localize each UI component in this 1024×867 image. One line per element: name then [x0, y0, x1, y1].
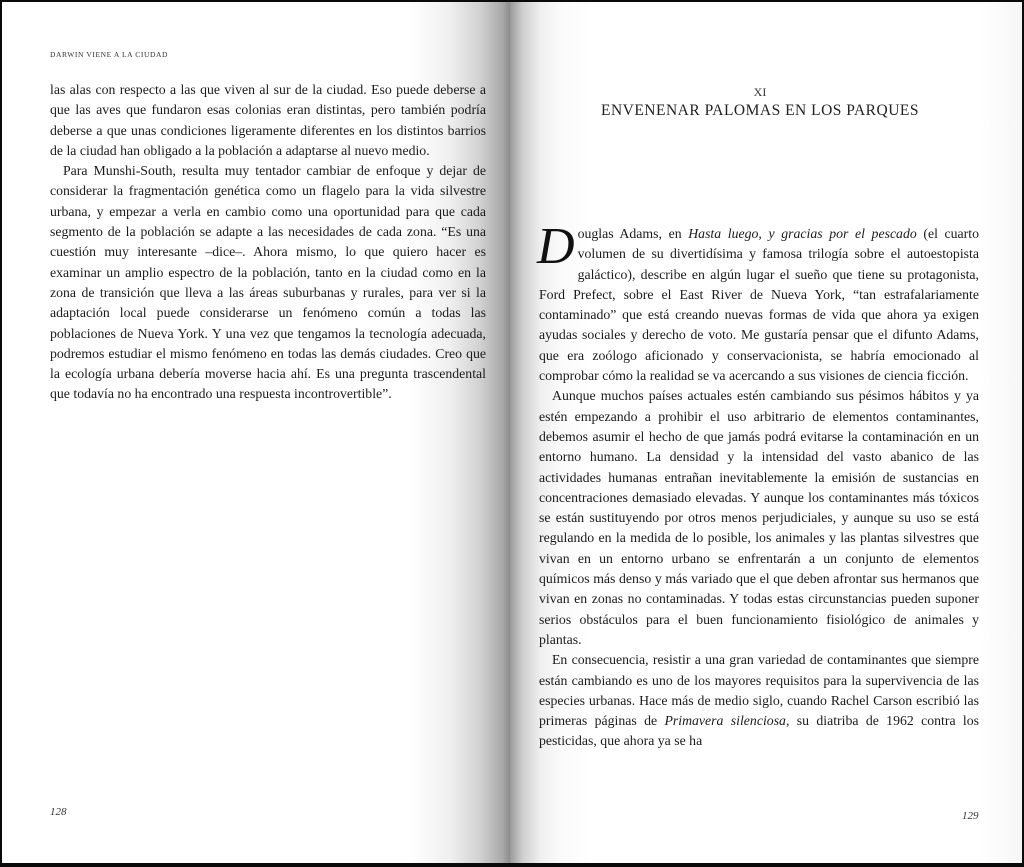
paragraph: las alas con respecto a las que viven al sur de la ciudad. Eso puede deberse a que las aves que fundaron esas colonias eran distintas, pero también podría deberse a que unas condiciones ligeramente diferentes en los distintos barrios de la ciudad han obligado a la población a adaptarse al nuevo medio. — [50, 82, 486, 158]
paragraph: Aunque muchos países actuales estén cambiando sus pésimos hábitos y ya estén empezando a prohibir el uso arbitrario de elementos contaminantes, debemos asumir el hecho de que jamás podrá evitarse la contaminación en un entorno humano. La densidad y la intensidad del vasto abanico de las actividades humanas entrañan inevitablemente la emisión de sustancias en concentraciones demasiado elevadas. Y aunque los contaminantes más tóxicos se están sustituyendo por otros menos perjudiciales, y aunque su uso se está regulando en la medida de lo posible, los animales y las plantas silvestres que vivan en un entorno urbano se enfrentarán a un conjunto de elementos químicos más denso y más variado que el que deben afrontar sus hermanos que vivan en zonas no contaminadas. Y todas estas circunstancias pueden suponer serios obstáculos para el buen funcionamiento fisiológico de animales y plantas. — [539, 388, 979, 647]
right-page — [510, 2, 1022, 863]
paragraph-text: ouglas Adams, en — [577, 226, 689, 241]
running-head: DARWIN VIENE A LA CIUDAD — [50, 50, 169, 59]
chapter-title: ENVENENAR PALOMAS EN LOS PARQUES — [600, 102, 919, 119]
paragraph: Para Munshi-South, resulta muy tentador cambiar de enfoque y dejar de considerar la fragmentación genética como un flagelo para la vida silvestre urbana, y empezar a verla en cambio como una oportunidad para que cada segmento de la población se adapte a las necesidades de cada zona. “Es una cuestión muy interesante –dice–. Ahora mismo, lo que quiero hacer es examinar un amplio espectro de la población, tanto en la ciudad como en la zona de transición que lleva a las áreas suburbanas y rurales, para ver si la adaptación local puede considerarse un fenómeno común a todas las poblaciones de Nueva York. Y una vez que tengamos la tecnología adecuada, podremos estudiar el mismo fenómeno en todas las demás ciudades. Creo que la ecología urbana debería moverse hacia ahí. Es una pregunta trascendental que todavía no ha encontrado una respuesta incontrovertible”. — [50, 163, 486, 402]
left-page — [2, 2, 510, 863]
page-number: 129 — [962, 810, 979, 822]
drop-cap: D — [537, 218, 575, 275]
paragraph-text: (el cuarto volumen de su divertidísima y famosa trilogía sobre el autoestopista galáctico), describe en algún lugar el sueño que tiene su protagonista, Ford Prefect, sobre el East River de Nueva York, “tan estrafalariamente contaminado” que está creando nuevas formas de vida que ahora ya exigen ayudas sociales y derecho de voto. Me gustaría pensar que el difunto Adams, que era zoólogo aficionado y conservacionista, se habría emocionado al comprobar cómo la realidad se va acercando a sus visiones de ciencia ficción. — [539, 226, 980, 384]
paragraph-text: En consecuencia, resistir a una gran variedad de contaminantes que siempre están cambiando es uno de los mayores requisitos para la supervivencia de las especies urbanas. Hace más de medio siglo, cuando Rachel Carson escribió las primeras páginas de — [539, 652, 979, 729]
paragraph-text: , su diatriba de 1962 contra los pesticidas, que ahora ya se ha — [539, 713, 979, 749]
chapter-number: XI — [753, 85, 767, 99]
book-title: Hasta luego, y gracias por el pescado — [688, 226, 917, 241]
page-number: 128 — [50, 806, 67, 818]
right-page-body — [537, 218, 980, 752]
book-spread — [2, 2, 1022, 863]
paragraph — [537, 218, 980, 386]
left-page-body — [50, 80, 486, 405]
book-title: Primavera silenciosa — [664, 713, 786, 729]
paragraph — [539, 650, 979, 751]
